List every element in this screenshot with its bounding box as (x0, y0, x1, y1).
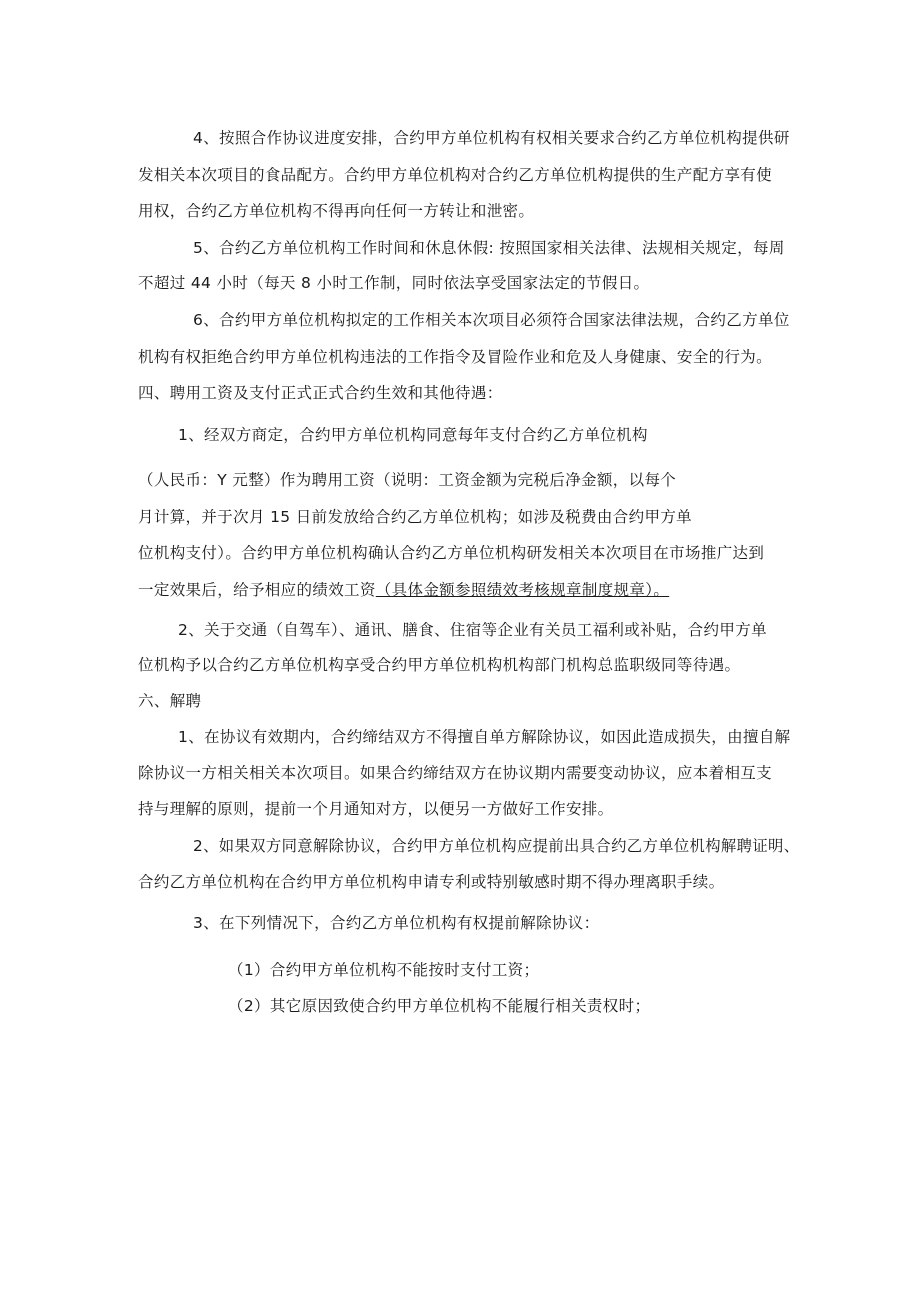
section-6-item-3-sub-1: （1）合约甲方单位机构不能按时支付工资； (228, 961, 540, 979)
section-6-item-2-line-2: 合约乙方单位机构在合约甲方单位机构申请专利或特别敏感时期不得办理离职手续。 (138, 873, 725, 891)
section-4-heading: 四、聘用工资及支付正式正式合约生效和其他待遇： (138, 384, 503, 402)
section-6-item-1-line-1: 1、在协议有效期内，合约缔结双方不得擅自单方解除协议，如因此造成损失，由擅自解 (178, 728, 791, 746)
clause-5-line-1: 5、合约乙方单位机构工作时间和休息休假: 按照国家相关法律、法规相关规定，每周 (193, 239, 785, 257)
section-6-item-3-sub-2: （2）其它原因致使合约甲方单位机构不能履行相关责权时； (228, 997, 651, 1015)
section-6-heading: 六、解聘 (138, 692, 202, 710)
clause-4-line-2: 发相关本次项目的食品配方。合约甲方单位机构对合约乙方单位机构提供的生产配方享有使 (138, 166, 773, 184)
section-4-item-2-line-1: 2、关于交通（自驾车）、通讯、膳食、住宿等企业有关员工福利或补贴，合约甲方单 (178, 621, 767, 639)
section-6-item-1-line-3: 持与理解的原则，提前一个月通知对方，以便另一方做好工作安排。 (138, 800, 614, 818)
clause-4-line-1: 4、按照合作协议进度安排，合约甲方单位机构有权相关要求合约乙方单位机构提供研 (193, 129, 790, 147)
section-4-item-1-text: 一定效果后，给予相应的绩效工资 (138, 581, 376, 599)
section-6-item-1-line-2: 除协议一方相关相关本次项目。如果合约缔结双方在协议期内需要变动协议，应本着相互支 (138, 764, 773, 782)
section-4-item-2-line-2: 位机构予以合约乙方单位机构享受合约甲方单位机构机构部门机构总监职级同等待遇。 (138, 656, 741, 674)
performance-pay-note: （具体金额参照绩效考核规章制度规章）。 (375, 581, 670, 599)
clause-6-line-1: 6、合约甲方单位机构拟定的工作相关本次项目必须符合国家法律法规，合约乙方单位 (193, 311, 790, 329)
section-4-item-1-line-3: 月计算，并于次月 15 日前发放给合约乙方单位机构；如涉及税费由合约甲方单 (138, 508, 693, 526)
section-6-item-3: 3、在下列情况下，合约乙方单位机构有权提前解除协议： (193, 914, 600, 932)
clause-4-line-3: 用权，合约乙方单位机构不得再向任何一方转让和泄密。 (138, 202, 535, 220)
section-6-item-2-line-1: 2、如果双方同意解除协议，合约甲方单位机构应提前出具合约乙方单位机构解聘证明、 (193, 837, 800, 855)
section-4-item-1-line-2: （人民币：Y 元整）作为聘用工资（说明：工资金额为完税后净金额，以每个 (138, 471, 677, 489)
section-4-item-1-line-5 (138, 580, 669, 600)
section-4-item-1-line-1: 1、经双方商定，合约甲方单位机构同意每年支付合约乙方单位机构 (178, 426, 648, 444)
clause-6-line-2: 机构有权拒绝合约甲方单位机构违法的工作指令及冒险作业和危及人身健康、安全的行为。 (138, 348, 773, 366)
clause-5-line-2: 不超过 44 小时（每天 8 小时工作制，同时依法享受国家法定的节假日。 (138, 274, 650, 292)
section-4-item-1-line-4: 位机构支付）。合约甲方单位机构确认合约乙方单位机构研发相关本次项目在市场推广达到 (138, 544, 765, 562)
